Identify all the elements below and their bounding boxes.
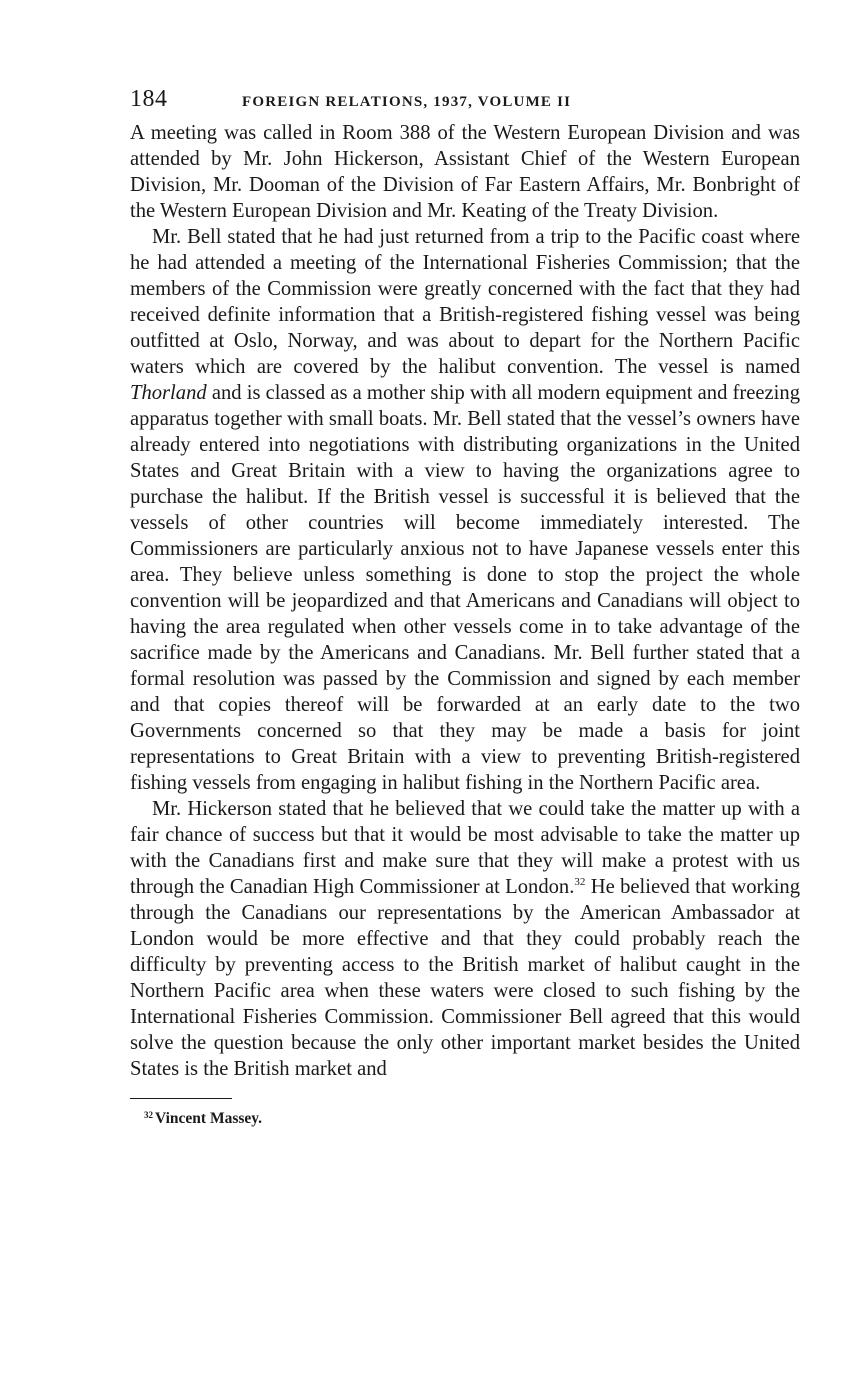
running-head: FOREIGN RELATIONS, 1937, VOLUME II: [242, 94, 572, 110]
paragraph-3-text-b: He believed that working through the Canadians our representations by the American Ambassador at London would be more effective and that they could probably reach the difficulty by preventing access to the British market of halibut caught in the Northern Pacific area when these waters were closed to such fishing by the International Fisheries Commission. Commissioner Bell agreed that this would solve the question because the only other important market besides the United States is the British market and: [130, 876, 801, 1080]
paragraph-3: [130, 796, 800, 1082]
paragraph-3-text-a: Mr. Hickerson stated that he believed that we could take the matter up with a fair chance of success but that it would be most advisable to take the matter up with the Canadians first and make sure that they will make a protest with us through the Canadian High Commissioner at London.: [130, 798, 800, 898]
paragraph-2: [130, 224, 800, 796]
vessel-name: Thorland: [130, 382, 207, 404]
paragraph-1: [130, 120, 800, 224]
body-text: [130, 120, 800, 1082]
paragraph-1-text: A meeting was called in Room 388 of the Western European Division and was attended by Mr. John Hickerson, Assistant Chief of the Western European Division, Mr. Dooman of the Division of Far Eastern Affairs, Mr. Bonbright of the Western European Division and Mr. Keating of the Treaty Division.: [130, 122, 800, 222]
footnote-divider: [130, 1098, 232, 1099]
footnote-reference[interactable]: 32: [574, 876, 586, 888]
footnote-marker: 32: [144, 1110, 153, 1120]
footnote-text: Vincent Massey.: [155, 1110, 263, 1127]
paragraph-2-text-b: and is classed as a mother ship with all modern equipment and freezing apparatus together with small boats. Mr. Bell stated that the vessel’s owners have already entered into negotiations with distributing organizations in the United States and Great Britain with a view to having the organizations agree to purchase the halibut. If the British vessel is successful it is believed that the vessels of other countries will become immediately interested. The Commissioners are particularly anxious not to have Japanese vessels enter this area. They believe unless something is done to stop the project the whole convention will be jeopardized and that Americans and Canadians will object to having the area regulated when other vessels come in to take advantage of the sacrifice made by the Americans and Canadians. Mr. Bell further stated that a formal resolution was passed by the Commission and signed by each member and that copies thereof will be forwarded at an early date to the two Governments concerned so that they may be made a basis for joint representations to Great Britain with a view to preventing British-registered fishing vessels from engaging in halibut fishing in the Northern Pacific area.: [130, 382, 800, 794]
page-header: [130, 86, 800, 120]
paragraph-2-text-a: Mr. Bell stated that he had just returned from a trip to the Pacific coast where he had attended a meeting of the International Fisheries Commission; that the members of the Commission were greatly concerned with the fact that they had received definite information that a British-registered fishing vessel was being outfitted at Oslo, Norway, and was about to depart for the Northern Pacific waters which are covered by the halibut convention. The vessel is named: [130, 226, 800, 378]
page-number: 184: [130, 86, 168, 112]
footnote: [144, 1109, 800, 1129]
document-page: [130, 86, 800, 1129]
